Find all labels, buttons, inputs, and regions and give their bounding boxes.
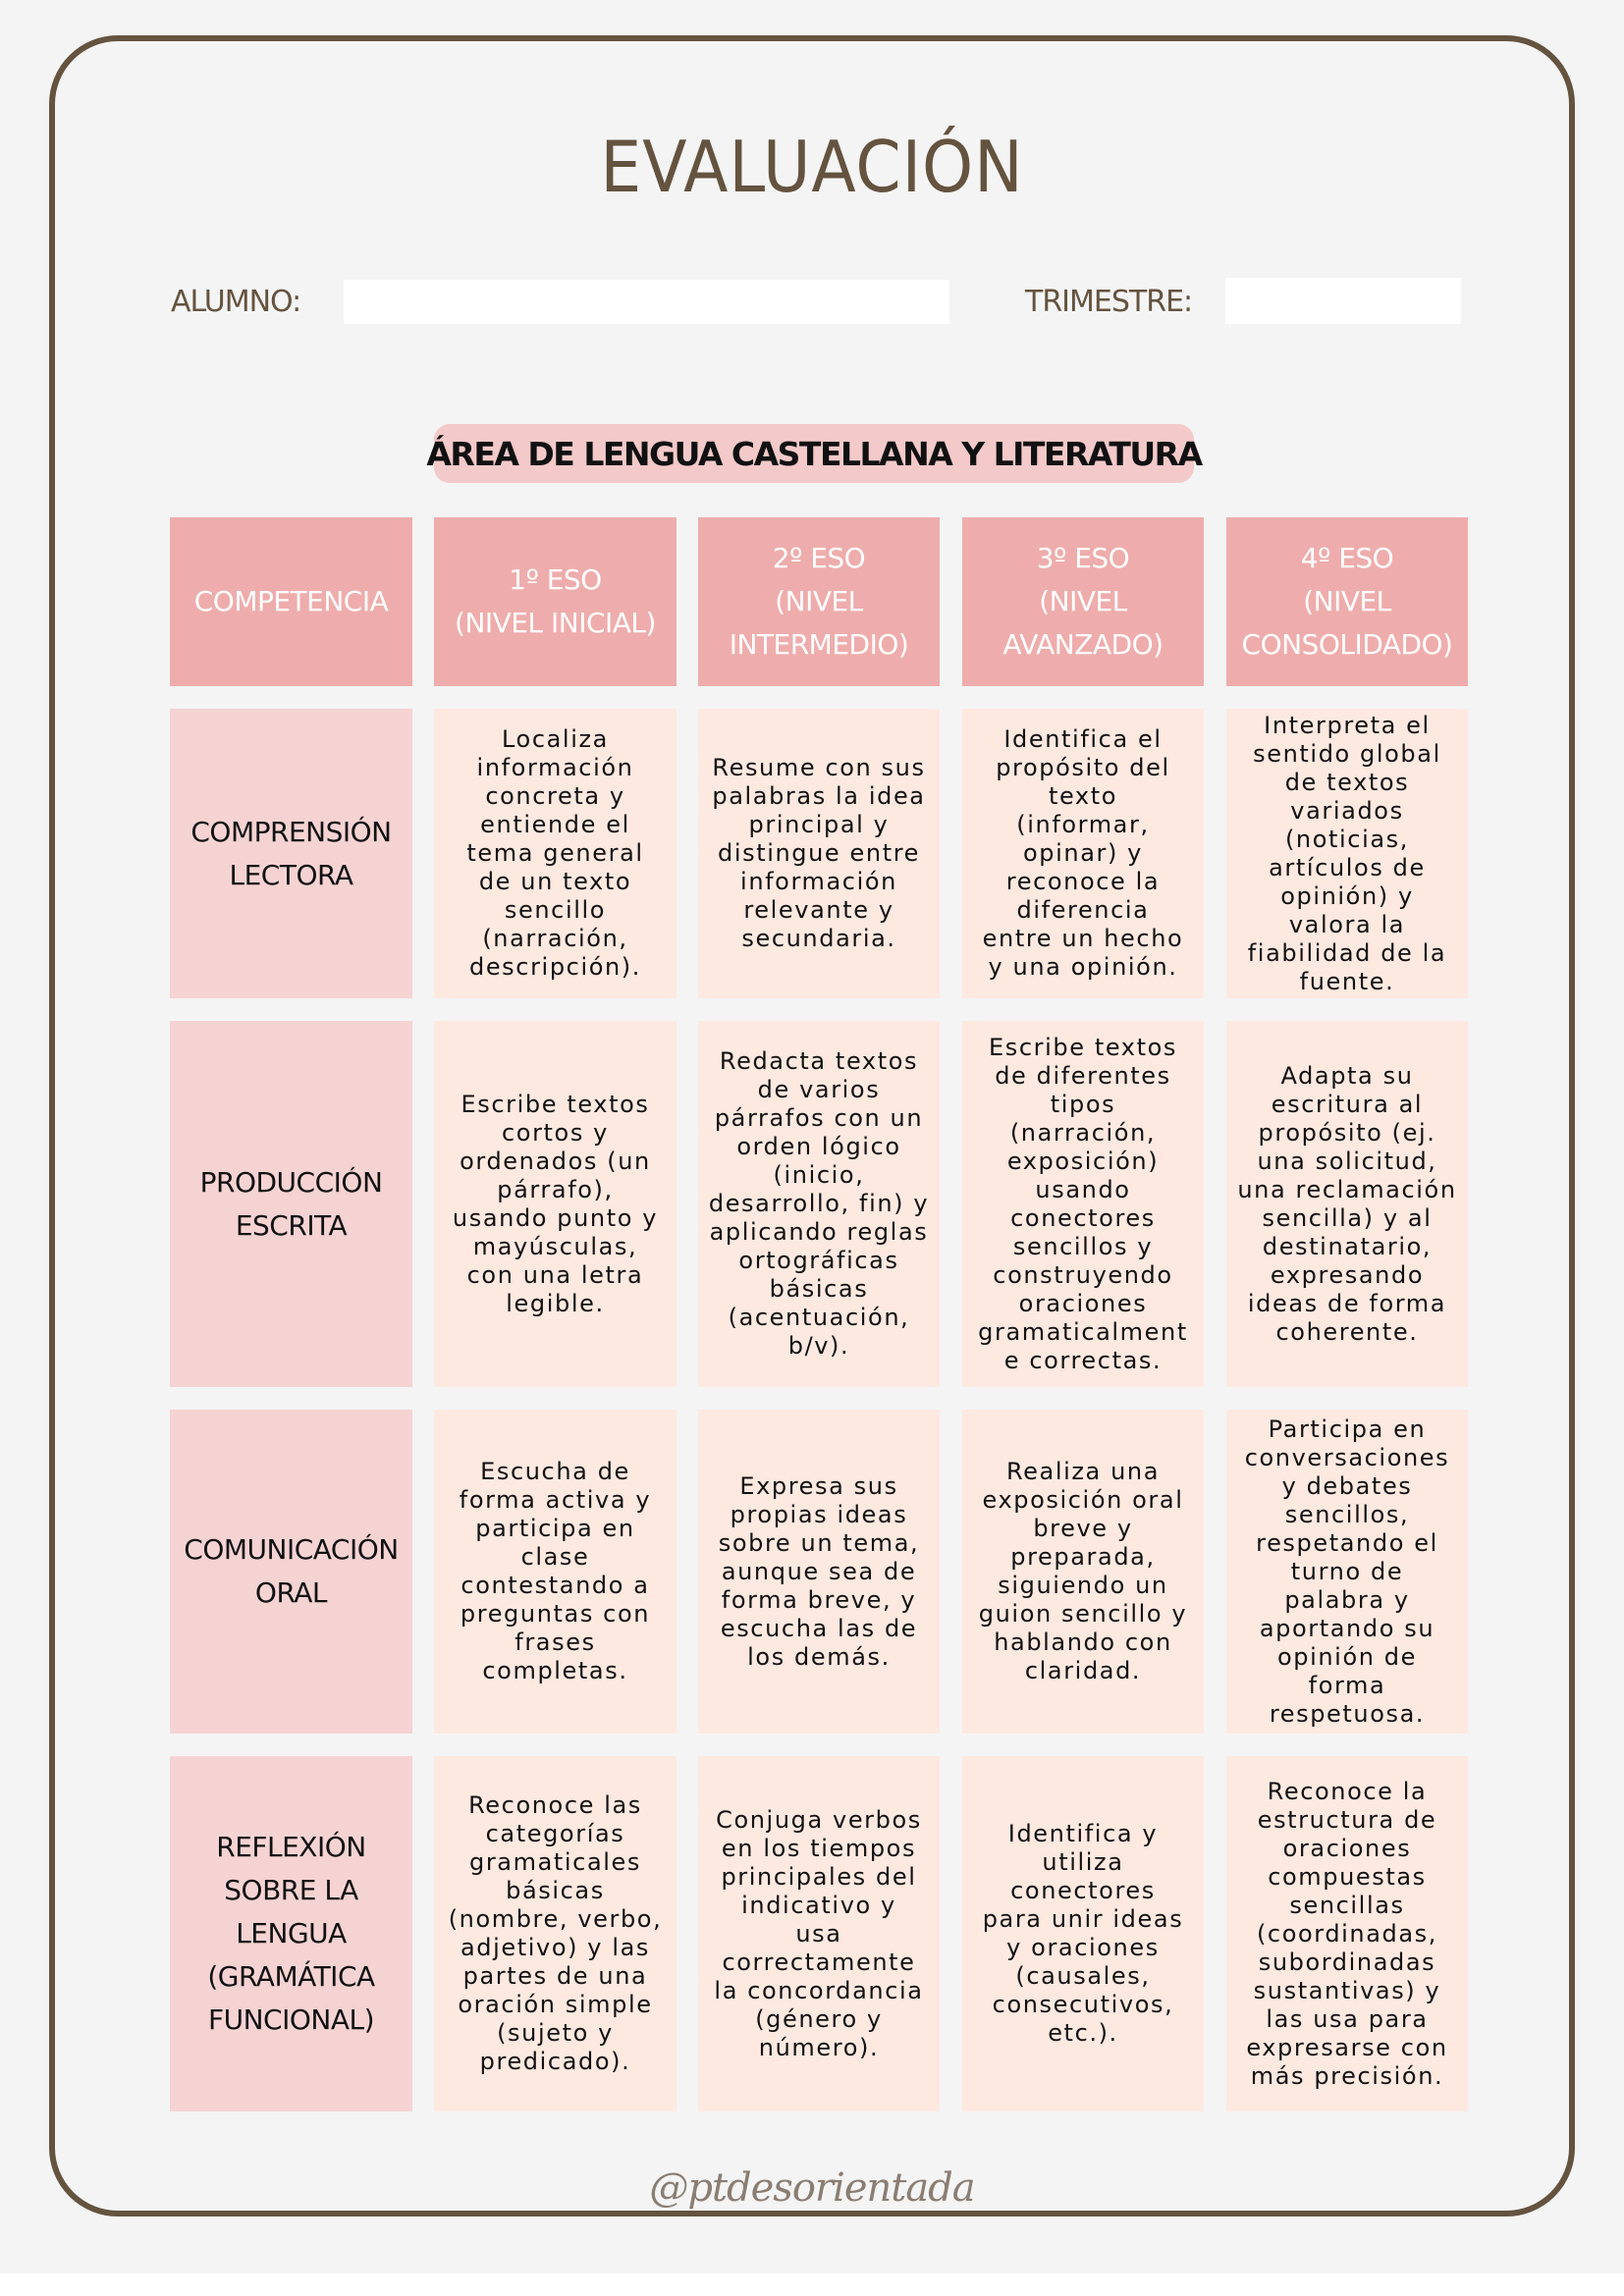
area-banner [426,424,1202,483]
header-2-eso: 2º ESO (NIVEL INTERMEDIO) [698,517,940,686]
competency-reflexion-lengua: REFLEXIÓN SOBRE LA LENGUA (GRAMÁTICA FUNCIONAL) [170,1756,412,2111]
alumno-input[interactable] [344,280,949,324]
header-competencia: COMPETENCIA [170,517,412,686]
table-cell: Adapta su escritura al propósito (ej. una solicitud, una reclamación sencilla) y al destinatario, expresando ideas de forma coherente. [1226,1021,1468,1387]
competency-produccion-escrita: PRODUCCIÓN ESCRITA [170,1021,412,1387]
area-title: ÁREA DE LENGUA CASTELLANA Y LITERATURA [426,434,1202,473]
page-title: EVALUACIÓN [600,126,1024,208]
table-cell: Participa en conversaciones y debates sencillos, respetando el turno de palabra y aportando su opinión de forma respetuosa. [1226,1410,1468,1734]
table-cell: Escribe textos cortos y ordenados (un párrafo), usando punto y mayúsculas, con una letra legible. [434,1021,677,1387]
competency-comunicacion-oral: COMUNICACIÓN ORAL [170,1410,412,1734]
table-cell: Reconoce las categorías gramaticales básicas (nombre, verbo, adjetivo) y las partes de una oración simple (sujeto y predicado). [434,1756,677,2111]
table-cell: Escribe textos de diferentes tipos (narración, exposición) usando conectores sencillos y construyendo oraciones gramaticalment e correctas. [962,1021,1204,1387]
trimestre-input[interactable] [1225,278,1461,324]
alumno-label: ALUMNO: [171,285,301,319]
table-cell: Escucha de forma activa y participa en clase contestando a preguntas con frases completas. [434,1410,677,1734]
header-4-eso: 4º ESO (NIVEL CONSOLIDADO) [1226,517,1468,686]
table-cell: Localiza información concreta y entiende el tema general de un texto sencillo (narración, descripción). [434,709,677,998]
table-cell: Identifica y utiliza conectores para unir ideas y oraciones (causales, consecutivos, etc.). [962,1756,1204,2111]
table-cell: Redacta textos de varios párrafos con un orden lógico (inicio, desarrollo, fin) y aplicando reglas ortográficas básicas (acentuación, b/v). [698,1021,940,1387]
table-cell: Identifica el propósito del texto (informar, opinar) y reconoce la diferencia entre un hecho y una opinión. [962,709,1204,998]
table-cell: Interpreta el sentido global de textos variados (noticias, artículos de opinión) y valora la fiabilidad de la fuente. [1226,709,1468,998]
table-cell: Conjuga verbos en los tiempos principales del indicativo y usa correctamente la concordancia (género y número). [698,1756,940,2111]
header-3-eso: 3º ESO (NIVEL AVANZADO) [962,517,1204,686]
table-cell: Reconoce la estructura de oraciones compuestas sencillas (coordinadas, subordinadas sustantivas) y las usa para expresarse con más precisión. [1226,1756,1468,2111]
table-cell: Realiza una exposición oral breve y preparada, siguiendo un guion sencillo y hablando con claridad. [962,1410,1204,1734]
author-signature: @ptdesorientada [649,2165,975,2211]
header-1-eso: 1º ESO (NIVEL INICIAL) [434,517,677,686]
table-cell: Resume con sus palabras la idea principal y distingue entre información relevante y secundaria. [698,709,940,998]
competency-comprension-lectora: COMPRENSIÓN LECTORA [170,709,412,998]
table-cell: Expresa sus propias ideas sobre un tema, aunque sea de forma breve, y escucha las de los demás. [698,1410,940,1734]
trimestre-label: TRIMESTRE: [1025,285,1193,319]
